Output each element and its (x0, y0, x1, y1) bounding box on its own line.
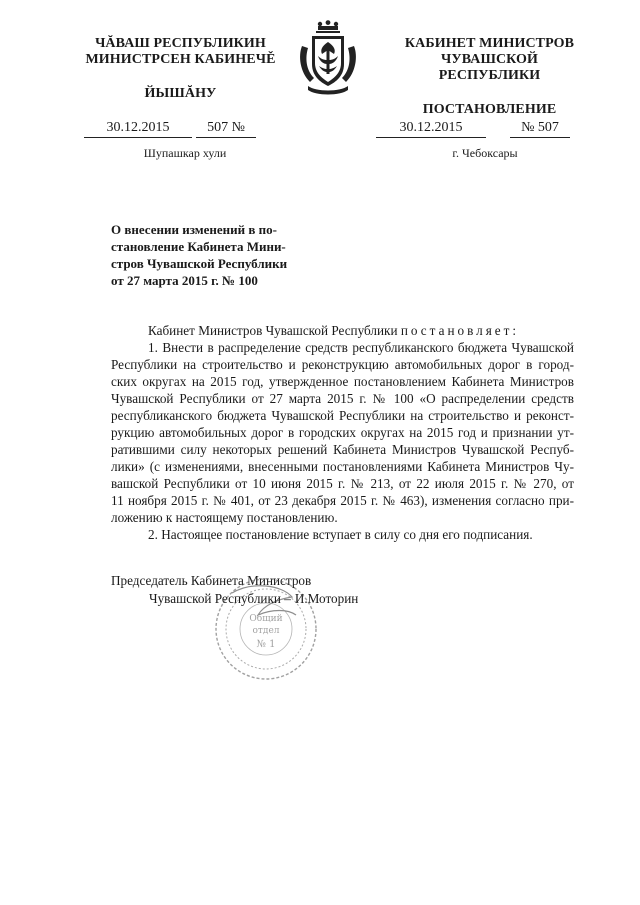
body-line: ских округах на 2015 год, утвержденное постановлением Кабинета Министров (111, 374, 574, 389)
left-date: 30.12.2015 (84, 120, 192, 138)
header-chuvash-line2: МИНИСТРСЕН КАБИНЕЧĚ (85, 52, 276, 67)
intro-verb: постановляет: (400, 323, 520, 338)
body-paragraph-2: 2. Настоящее постановление вступает в силу со дня его подписания. (148, 527, 533, 542)
title-line: стров Чувашской Республики (111, 256, 288, 271)
stamp-text: Общий (249, 614, 283, 624)
body-line: 1. Внести в распределение средств республиканского бюджета Чувашской (148, 340, 574, 355)
city-russian: г. Чебоксары (452, 146, 518, 160)
intro-line (111, 322, 574, 339)
body-line: ложению к настоящему постановлению. (111, 510, 338, 525)
title-line: от 27 марта 2015 г. № 100 (111, 273, 258, 288)
city-chuvash: Шупашкар хули (143, 146, 227, 160)
stamp-text: отдел (252, 626, 280, 636)
right-number: № 507 (510, 120, 570, 138)
signatory-name: И.Моторин (294, 591, 359, 606)
official-stamp (212, 575, 320, 683)
left-number: 507 № (196, 120, 256, 138)
body-line: вашской Республики от 10 июня 2015 г. № 213, от 22 июля 2015 г. № 270, от (111, 476, 574, 491)
body-line: рукцию автомобильных дорог в городских округах на 2015 год и признании ут- (111, 425, 574, 440)
header-russian (392, 36, 587, 118)
body-line: Республики на строительство и реконструкцию автомобильных дорог в город- (111, 357, 574, 372)
signature-title-line1: Председатель Кабинета Министров (111, 573, 312, 588)
document-title (111, 221, 311, 289)
body-line: лики» (с изменениями, внесенными постановлениями Кабинета Министров Чу- (111, 459, 574, 474)
body-line: 11 ноября 2015 г. № 401, от 23 декабря 2015 г. № 463), изменения согласно при- (111, 493, 574, 508)
header-chuvash-doc-type: ЙЫШĂНУ (144, 86, 217, 101)
body-line: ратившими силу некоторых решений Кабинета Министров Чувашской Респуб- (111, 442, 574, 457)
body-line: Чувашской Республики от 27 марта 2015 г. № 100 «О распределении средств (111, 391, 574, 406)
title-line: становление Кабинета Мини- (111, 239, 286, 254)
intro-subject: Кабинет Министров Чувашской Республики (148, 323, 398, 338)
coat-of-arms-emblem (296, 20, 360, 98)
body-line: республиканского бюджета Чувашской Республики на строительство и реконст- (111, 408, 574, 423)
document-body (111, 322, 574, 543)
header-russian-line2: ЧУВАШСКОЙ РЕСПУБЛИКИ (438, 52, 541, 83)
header-russian-doc-type: ПОСТАНОВЛЕНИЕ (422, 102, 557, 117)
stamp-text: № 1 (256, 639, 276, 650)
signature-title-line2-text: Чувашской Республики – (149, 591, 291, 606)
header-chuvash-line1: ЧĂВАШ РЕСПУБЛИКИН (95, 36, 266, 51)
title-line: О внесении изменений в по- (111, 222, 277, 237)
header-russian-line1: КАБИНЕТ МИНИСТРОВ (404, 36, 575, 51)
right-date: 30.12.2015 (376, 120, 486, 138)
header-chuvash (78, 36, 283, 102)
date-number-row (0, 120, 640, 138)
